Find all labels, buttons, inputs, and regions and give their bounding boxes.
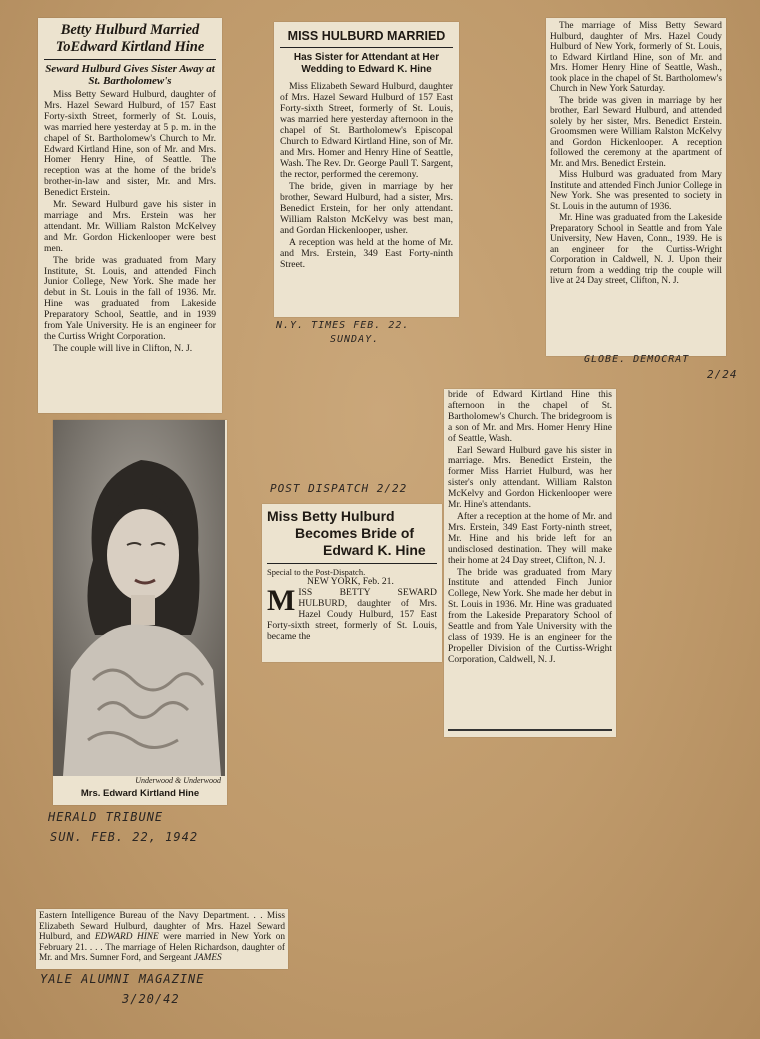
handwritten-note-yale-date: 3/20/42 — [122, 992, 180, 1006]
article-body — [39, 911, 285, 964]
paragraph: The bride was graduated from Mary Institute and attended Finch Junior College, New York. She made her debut in St. Louis in 1936. Mr. Hine was graduated from the Lakeside Preparatory School of Seattle and from Yale University with the class of 1939. He is an engineer for the Propeller Division of the Curtiss-Wright Corporation, Caldwell, N. J. — [448, 567, 612, 665]
bride-photo-clipping — [53, 420, 227, 805]
headline-line: Edward K. Hine — [323, 542, 426, 558]
handwritten-note-globe-date: 2/24 — [707, 368, 738, 381]
article-body — [448, 390, 612, 666]
text-segment: were married in New York on February 21. . . . The marriage of Helen Richardson, daughter of Mr. and Mrs. Sumner Ford, and Sergeant — [39, 932, 285, 964]
name-segment: EDWARD HINE — [94, 932, 159, 943]
handwritten-note-nyt: N.Y. TIMES FEB. 22. — [276, 320, 410, 331]
handwritten-note-yale: YALE ALUMNI MAGAZINE — [40, 972, 205, 986]
herald-tribune-clipping — [38, 18, 222, 413]
article-body — [44, 90, 216, 355]
nyt-clipping — [274, 22, 459, 317]
paragraph: The marriage of Miss Betty Seward Hulburd, daughter of Mrs. Hazel Coudy Hulburd of New York, formerly of St. Louis, to Edward Kirtland Hine, son of Mr. and Mrs. Homer Henry Hine of Seattle, Wash., took place in the chapel of St. Bartholomew's Church in New York Saturday. — [550, 21, 722, 94]
paragraph: bride of Edward Kirtland Hine this afternoon in the chapel of St. Bartholomew's Church. The bridegroom is a son of Mr. and Mrs. Homer Henry Hine of Seattle, Wash. — [448, 390, 612, 444]
text-segment: Eastern Intelligence Bureau of the Navy Department. . . Miss Elizabeth Seward Hulburd, daughter of Mrs. Hazel Seward Hulburd, and — [39, 911, 285, 943]
photo-caption: Mrs. Edward Kirtland Hine — [80, 788, 200, 799]
photo-credit: Underwood & Underwood — [135, 776, 221, 785]
handwritten-note-post: POST DISPATCH 2/22 — [270, 482, 408, 495]
paragraph: A reception was held at the home of Mr. and Mrs. Erstein, 349 East Forty-ninth Street. — [280, 237, 453, 270]
article-body — [550, 21, 722, 287]
name-segment: JAMES — [193, 953, 222, 964]
drop-cap: M — [267, 583, 296, 617]
article-body — [267, 583, 437, 643]
paragraph: Miss Betty Seward Hulburd, daughter of Mrs. Hazel Seward Hulburd, of 157 East Forty-sixth Street, formerly of St. Louis, was married here yesterday at 5 p. m. in the chapel of St. Bartholomew's Church to Mr. Edward Kirtland Hine, son of Mr. and Mrs. Homer Henry Hine, of Seattle. The reception was at the home of the bride's brother-in-law and sister, Mr. and Mrs. Benedict Erstein. — [44, 89, 216, 199]
paragraph: The bride, given in marriage by her brother, Seward Hulburd, had a sister, Mrs. Benedict Erstein, for her only attendant. William Ralston McKelvy was best man, and Gordan Hickenlooper, usher. — [280, 181, 453, 236]
paragraph: Miss Elizabeth Seward Hulburd, daughter of Mrs. Hazel Seward Hulburd of 157 East Forty-sixth Street, formerly of St. Louis, was married here yesterday afternoon in the chapel of St. Bartholomew's Episcopal Church to Edward Kirtland Hine, son of Mr. and Mrs. Homer and Henry Hine of Seattle, Wash. The Rev. Dr. George Paull T. Sargent, the rector, performed the ceremony. — [280, 81, 453, 180]
yale-alumni-clipping — [36, 909, 288, 969]
clipping-headline: MISS HULBURD MARRIED — [287, 29, 446, 43]
paragraph: Earl Seward Hulburd gave his sister in marriage. Mrs. Benedict Erstein, the former Miss Harriet Hulburd, was her sister's only attendant. William Ralston McKelvy and Gordon Hickenlooper were Mr. Hine's attendants. — [448, 445, 612, 511]
paragraph: Mr. Seward Hulburd gave his sister in marriage and Mrs. Erstein was her attendant. Mr. William Ralston McKelvey and Mr. Gordon Hickenlooper were best men. — [44, 199, 216, 254]
divider — [448, 729, 612, 731]
clipping-headline: Betty Hulburd Married ToEdward Kirtland Hine — [55, 22, 205, 55]
divider — [280, 47, 453, 48]
clipping-subhead: Has Sister for Attendant at Her Wedding to Edward K. Hine — [293, 52, 440, 75]
paragraph — [267, 583, 437, 643]
lead-text: ISS BETTY SEWARD HULBURD, daughter of Mrs. Hazel Coudy Hulburd, 157 East Forty-sixth street, formerly of St. Louis, became the — [267, 586, 437, 642]
handwritten-note-herald-date: SUN. FEB. 22, 1942 — [50, 830, 199, 844]
headline-line: Miss Betty Hulburd — [267, 508, 395, 524]
post-dispatch-continuation — [444, 389, 616, 737]
paragraph: After a reception at the home of Mr. and Mrs. Erstein, 349 East Forty-ninth street, Mr. Hine and his bride left for an undisclosed destination. They will make their home at 24 Day street, Clifton, N. J. — [448, 511, 612, 566]
headline-line: Becomes Bride of — [295, 525, 415, 541]
dateline: NEW YORK, Feb. 21. — [307, 576, 394, 587]
handwritten-note-herald: HERALD TRIBUNE — [48, 810, 164, 824]
bride-portrait-image — [53, 420, 225, 776]
paragraph: The bride was graduated from Mary Institute, St. Louis, and attended Finch Junior College, New York. She made her debut in St. Louis in the fall of 1936. Mr. Hine was graduated from Lakeside Preparatory School, Seattle, and in 1939 from Yale University. He is an engineer for the Curtiss Wright Corporation. — [44, 254, 216, 342]
paragraph: Miss Hulburd was graduated from Mary Institute and attended Finch Junior College in New York. She was presented to society in St. Louis in the autumn of 1936. — [550, 170, 722, 212]
handwritten-note-nyt-day: SUNDAY. — [330, 334, 380, 345]
paragraph: The couple will live in Clifton, N. J. — [53, 342, 193, 354]
paragraph: The bride was given in marriage by her brother, Earl Seward Hulburd, and attended solely by her sister, Mrs. Benedict Erstein. Groomsmen were William Ralston McKelvy and Gordon Hickenlooper. A reception followed the ceremony at the apartment of Mr. and Mrs. Benedict Erstein. — [550, 95, 722, 169]
globe-democrat-clipping — [546, 18, 726, 356]
special-line: Special to the Post-Dispatch. — [267, 567, 366, 577]
paragraph: Mr. Hine was graduated from the Lakeside Preparatory School in Seattle and from Yale University, New Haven, Conn., 1939. He is an engineer for the Curtiss-Wright Corporation in Caldwell, N. J. Upon their return from a wedding trip the couple will live at 24 Day street, Clifton, N. J. — [550, 213, 722, 286]
clipping-subhead: Seward Hulburd Gives Sister Away at St. Bartholomew's — [45, 63, 215, 87]
post-dispatch-clipping — [262, 504, 442, 662]
divider — [267, 563, 437, 564]
article-body — [280, 81, 453, 270]
handwritten-note-globe: GLOBE. DEMOCRAT — [584, 354, 690, 365]
divider — [44, 59, 216, 60]
